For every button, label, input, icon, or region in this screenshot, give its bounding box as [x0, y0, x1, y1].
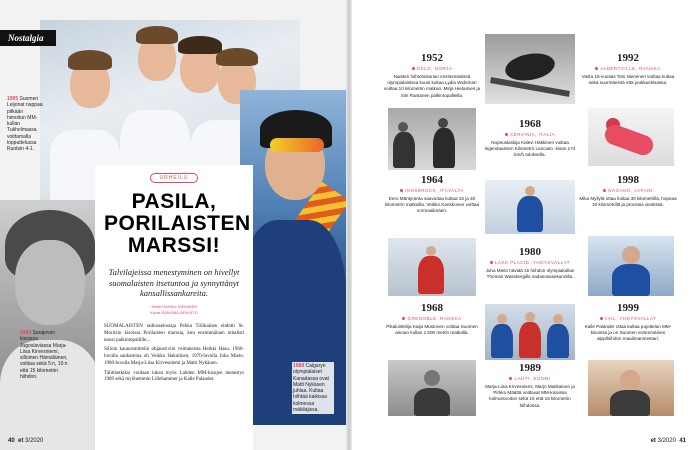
body-paragraph: Silloin kaunosmittelin ohjausriviin voittaneista Heikki Hasu. 1960-luvulla sankareina oli Veikko Hakulinen, 1970-luvulla Juha Mieto. 1980-luvulla Marja-Liisa Kirvesniemi ja Matti Nykänen. — [104, 347, 244, 366]
entry-description: Juha Mieto häviää 15 hiihdon olympiakullan Thomas Wassbergille sadasosasekunnilla. — [485, 268, 575, 280]
caption-text: Sarajevon kisoissa Jugoslaviassa Marja-Liisa Kirvesniemi, silloinen Hämäläinen, voittaa sekä 5:n, 10:n että 15 kilometrin hiihdon. — [20, 330, 68, 380]
timeline-entry-1989 — [480, 362, 580, 409]
entry-place: OSLO, NORJA — [382, 66, 482, 71]
player-hair — [68, 50, 112, 70]
text-credit-author: HANNU NIEMINEN — [162, 304, 198, 310]
location-pin-icon — [412, 67, 415, 70]
entry-place: VAIL, YHDYSVALLAT — [578, 316, 678, 321]
article-credits — [104, 304, 244, 315]
photo-credit-source: SANOMA-ARKISTO — [161, 309, 198, 315]
timeline-entry-1952 — [382, 52, 482, 99]
photo-1980-mieto — [388, 238, 476, 296]
entry-year: 1968 — [421, 302, 443, 314]
portrait-face — [15, 240, 85, 325]
timeline-entry-1968-grenoble — [382, 302, 482, 336]
entry-year: 1952 — [421, 52, 443, 64]
entry-year: 1968 — [519, 118, 541, 130]
entry-description: Nopeuslaskija Kalevi Häkkinen voittaa legendaarisen Kilometro Lanciato -kisan 174 km/h tuloksella. — [484, 140, 576, 158]
photo-1999-palander — [588, 360, 674, 416]
page-number: 41 — [679, 438, 686, 444]
caption-text: Calgaryn olympialaiset Kanadassa ovat Matti Nykäsen juhlaa. Kultaa hiihtää kaikissa kolmessa mäkilajissa. — [293, 363, 329, 413]
magazine-name: et — [650, 438, 656, 444]
timeline-entry-1980 — [480, 246, 580, 280]
entry-place: NAGANO, JAPANI — [578, 188, 678, 193]
body-paragraph: SUOMALAISTEN radiosselostaja Pekka Tiilikainen ehdotti St. Moritzin kisoissa Porilaisten marssia, kun ensimmäinen mitalisti nousi palkintopallille... — [104, 324, 244, 343]
caption-kirvesniemi — [20, 330, 68, 380]
left-folio — [8, 438, 43, 444]
entry-place: ALBERTVILLE, RANSKA — [578, 66, 678, 71]
entry-year: 1992 — [617, 52, 639, 64]
entry-description: Mika Myllylä ottaa kultaa 30 kilometrillä, hopeaa 10 kilometrillä ja pronssia viestissä. — [579, 196, 677, 208]
location-pin-icon — [595, 67, 598, 70]
magazine-name: et — [18, 438, 24, 444]
issue-number: 3/2020 — [25, 438, 44, 444]
entry-year: 1999 — [617, 302, 639, 314]
location-pin-icon — [402, 317, 405, 320]
photo-credit-label: Kuvat — [150, 309, 161, 315]
timeline-entry-1999 — [578, 302, 678, 343]
entry-description: Vasta 16-vuotias Toni Nieminen voittaa kultaa sekä suurmäessä että joukkuekisassa. — [581, 74, 675, 86]
player-hair — [136, 26, 178, 44]
location-pin-icon — [600, 317, 603, 320]
text-credit-label: Teksti — [150, 304, 162, 310]
entry-place: CERVINIA, ITALIA — [480, 132, 580, 137]
entry-year: 1980 — [519, 246, 541, 258]
article-kicker: URHEILU — [150, 173, 198, 183]
photo-1998-myllyla — [588, 236, 674, 296]
caption-nykanen — [292, 362, 334, 414]
location-pin-icon — [603, 189, 606, 192]
entry-year: 1998 — [617, 174, 639, 186]
article-body — [104, 324, 244, 384]
photo-1964-mantyranta — [485, 180, 575, 234]
article-title: PASILA, PORILAISTEN MARSSI! — [104, 190, 251, 258]
kirvesniemi-portrait — [0, 200, 100, 450]
body-paragraph: Tähtihetkiksi voidaan lukea myös Lahden MM-kisojen menestys 1989 sekä myöhemmin Lillehammer ja Kalle Palander. — [104, 370, 244, 383]
entry-place: LAKE PLACID, YHDYSVALLAT — [480, 260, 580, 265]
location-pin-icon — [490, 261, 493, 264]
right-page — [352, 0, 696, 450]
caption-text: Suomen Leijonat nappaa pitkään himoitun MM-kullan Tukholmassa voittamalla lopputtelussa Ruotsin 4-1. — [7, 96, 43, 152]
section-tag: Nostalgia — [0, 30, 56, 46]
photo-1968-mustonen — [388, 360, 476, 416]
player-hair — [178, 36, 222, 54]
timeline-entry-1998 — [578, 174, 678, 208]
caption-year: 1984 — [20, 330, 32, 336]
timeline-entry-1992 — [578, 52, 678, 86]
left-page — [0, 0, 346, 450]
location-pin-icon — [505, 133, 508, 136]
photo-1992-nieminen — [588, 108, 674, 166]
caption-hockey — [7, 96, 43, 152]
caption-year: 1988 — [293, 363, 305, 369]
issue-number: 3/2020 — [657, 438, 676, 444]
player-hair — [216, 48, 258, 66]
location-pin-icon — [509, 377, 512, 380]
caption-year: 1995 — [7, 96, 19, 102]
entry-description: Marja-Liisa Kirvesniemi, Marjo Matikainen ja Pirkko Määttä voittavat MM-kisoissa kolmoisvoiton sekä 10 että 15 kilometrin hiihdossa. — [485, 384, 575, 408]
timeline-entry-1964 — [382, 174, 482, 215]
timeline-entry-1968-cervinia — [480, 118, 580, 159]
article-lede: Talvilajeissa menestyminen on hivellyt suomalaisten itsetuntoa ja synnyttänyt kansallissankareita. — [108, 267, 240, 299]
photo-1952-wideman — [485, 34, 575, 104]
article-intro — [95, 165, 253, 450]
entry-place: INNSBRUCK, ITÄVALTA — [382, 188, 482, 193]
entry-description: Kalle Palander ottaa kultaa pujottelun MM-kisoissa ja on Suomen ensimmäinen alppihiihdon maailmanmestari. — [584, 324, 672, 342]
entry-description: Naisten hiihtohistorian ensimmäisissä olympialaisissa kuusi kultaa Lydia Wideman voittaa 10 kilometrin matkan. Mirja Hietamies ja Siiri Rantanen palkintopalleilla. — [383, 74, 481, 98]
entry-year: 1964 — [421, 174, 443, 186]
location-pin-icon — [400, 189, 403, 192]
photo-1968-speed-skier — [388, 108, 476, 170]
photo-1989-lahti — [485, 304, 575, 360]
page-number: 40 — [8, 438, 15, 444]
right-folio — [651, 438, 686, 444]
entry-place: GRENOBLE, RANSKA — [382, 316, 482, 321]
goggles — [270, 138, 324, 152]
entry-year: 1989 — [519, 362, 541, 374]
entry-description: Pikaluistelija Kaija Mustonen voittaa Suomen ainoan kullan 1 500 metrin matkalla. — [386, 324, 478, 336]
entry-place: LAHTI, SUOMI — [480, 376, 580, 381]
entry-description: Eero Mäntyranta saavuttaa kultaa 15 ja 30 kilometrin matkoilla. Veikko Kankkonen voittaa normaalimäen. — [384, 196, 480, 214]
